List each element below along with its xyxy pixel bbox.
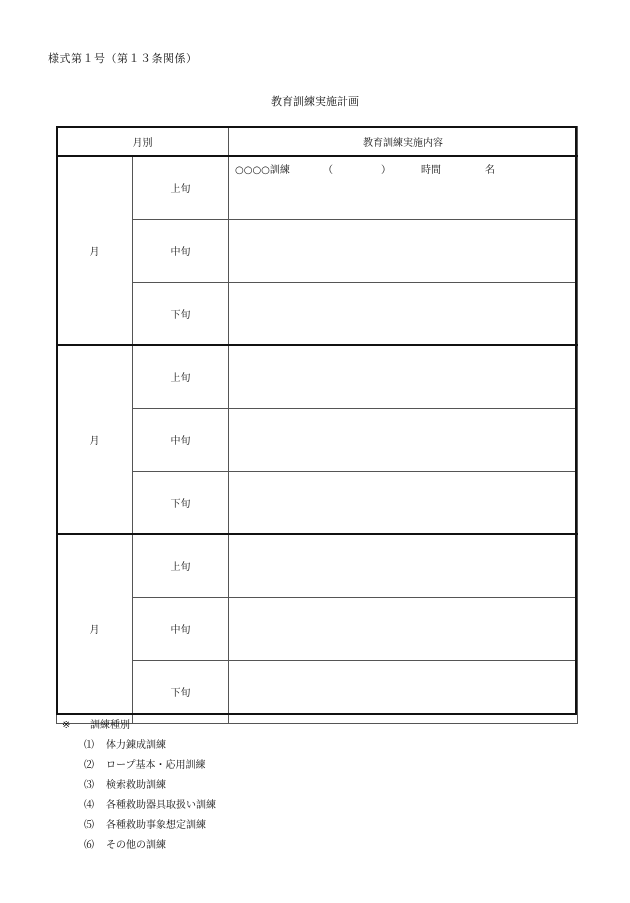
table-header-row: [57, 127, 578, 157]
sample-training-name: ○○○○訓練: [235, 165, 290, 176]
table-row: [57, 219, 578, 282]
training-types-list: [62, 736, 216, 856]
list-item: [84, 776, 216, 796]
form-number: 様式第１号（第１３条関係）: [48, 52, 198, 65]
paren-open: （: [323, 165, 333, 176]
month-cell: 月: [57, 345, 133, 534]
month-cell: 月: [57, 534, 133, 723]
item-text: 各種救助事象想定訓練: [106, 820, 206, 831]
training-types-notes: [62, 716, 216, 856]
content-cell[interactable]: [229, 156, 578, 219]
sample-entry: [235, 161, 571, 176]
item-number: ⑵: [84, 760, 94, 771]
content-cell[interactable]: [229, 408, 578, 471]
table-row: [57, 660, 578, 723]
list-item: [84, 796, 216, 816]
period-cell: 中旬: [133, 408, 229, 471]
training-plan-table: [56, 126, 578, 724]
list-item: [84, 756, 216, 776]
table-row: [57, 282, 578, 345]
list-item: [84, 836, 216, 856]
list-item: [84, 736, 216, 756]
list-item: [84, 816, 216, 836]
content-cell[interactable]: [229, 282, 578, 345]
period-cell: 下旬: [133, 471, 229, 534]
period-cell: 上旬: [133, 345, 229, 408]
item-text: その他の訓練: [106, 840, 166, 851]
paren-close: ）: [381, 165, 391, 176]
table-row: [57, 156, 578, 219]
header-content: 教育訓練実施内容: [229, 127, 578, 157]
content-cell[interactable]: [229, 534, 578, 597]
reference-mark: ※: [62, 720, 71, 731]
item-number: ⑴: [84, 740, 94, 751]
notes-heading: [62, 716, 216, 736]
document-title: 教育訓練実施計画: [271, 95, 359, 108]
content-cell[interactable]: [229, 219, 578, 282]
content-cell[interactable]: [229, 660, 578, 723]
table-row: [57, 534, 578, 597]
period-cell: 上旬: [133, 156, 229, 219]
item-number: ⑹: [84, 840, 94, 851]
period-cell: 上旬: [133, 534, 229, 597]
item-number: ⑶: [84, 780, 94, 791]
item-number: ⑷: [84, 800, 94, 811]
table-row: [57, 408, 578, 471]
item-text: 体力錬成訓練: [106, 740, 166, 751]
period-cell: 中旬: [133, 597, 229, 660]
period-cell: 下旬: [133, 282, 229, 345]
table-row: [57, 345, 578, 408]
content-cell[interactable]: [229, 345, 578, 408]
month-cell: 月: [57, 156, 133, 345]
notes-title: 訓練種別: [90, 720, 130, 731]
content-cell[interactable]: [229, 597, 578, 660]
header-month: 月別: [57, 127, 229, 157]
table-row: [57, 471, 578, 534]
content-cell[interactable]: [229, 471, 578, 534]
people-label: 名: [485, 165, 495, 176]
table-row: [57, 597, 578, 660]
item-text: 検索救助訓練: [106, 780, 166, 791]
period-cell: 下旬: [133, 660, 229, 723]
item-text: ロープ基本・応用訓練: [106, 760, 206, 771]
item-number: ⑸: [84, 820, 94, 831]
item-text: 各種救助器具取扱い訓練: [106, 800, 216, 811]
hours-label: 時間: [421, 165, 441, 176]
period-cell: 中旬: [133, 219, 229, 282]
